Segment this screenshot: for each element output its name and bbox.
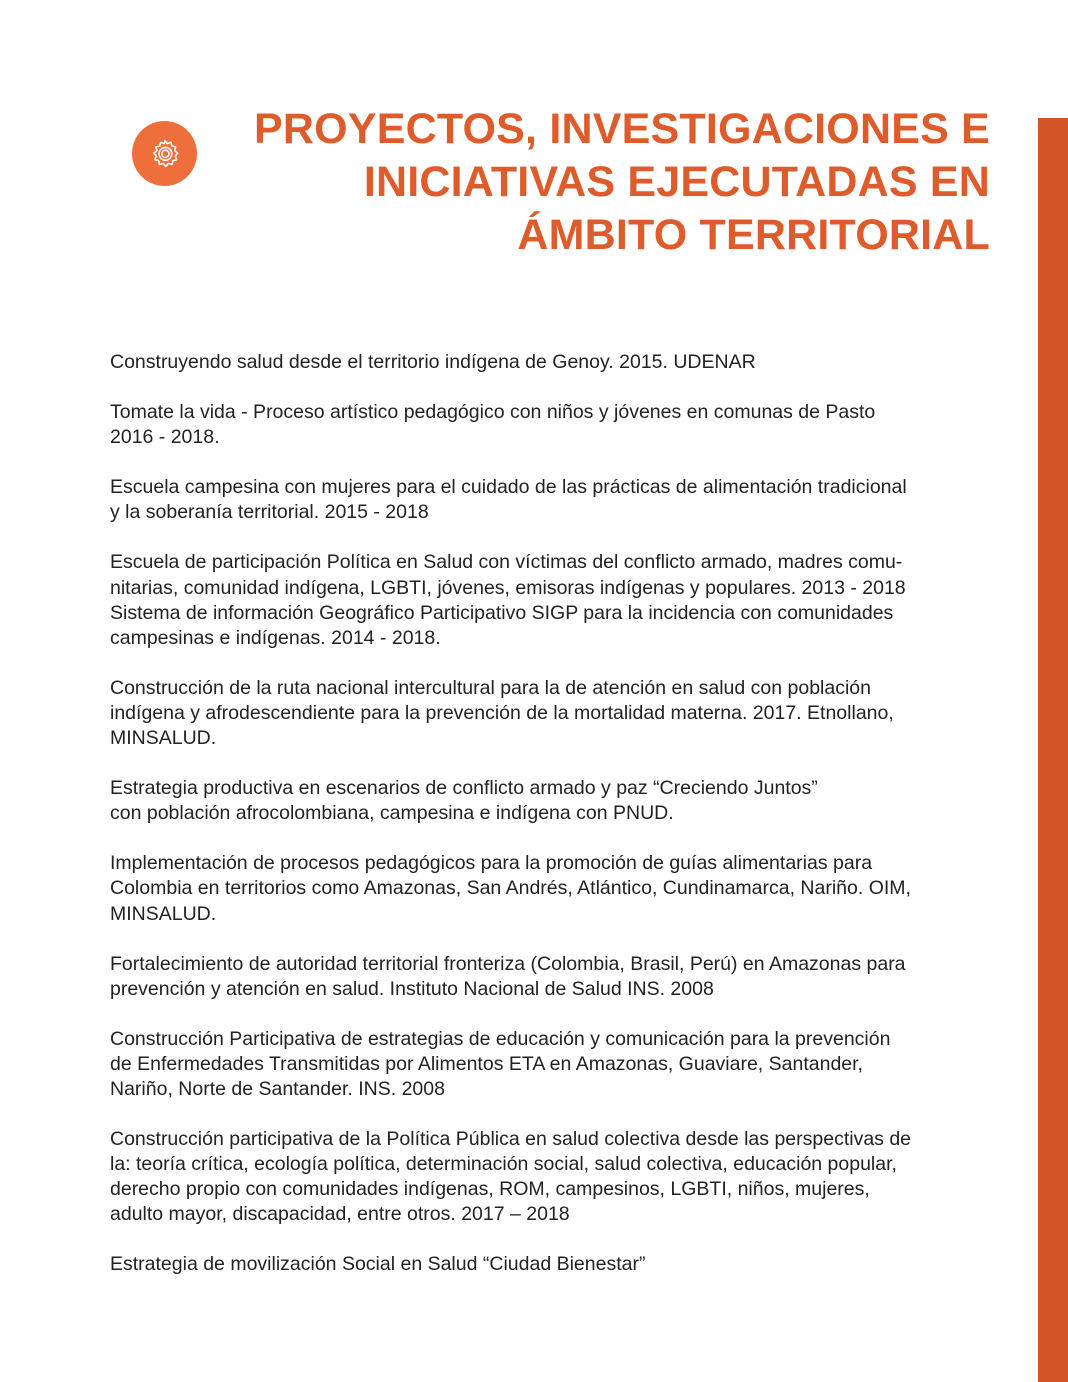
page-title-line: ÁMBITO TERRITORIAL xyxy=(517,211,990,259)
entry-line: Estrategia de movilización Social en Salud “Ciudad Bienestar” xyxy=(110,1253,646,1276)
entry-line: Construcción de la ruta nacional intercultural para la de atención en salud con población xyxy=(110,676,871,699)
entry-line: Construcción participativa de la Política Pública en salud colectiva desde las perspectivas de xyxy=(110,1128,912,1151)
entry-line: Tomate la vida - Proceso artístico pedagógico con niños y jóvenes en comunas de Pasto xyxy=(110,401,876,424)
entry-line: campesinas e indígenas. 2014 - 2018. xyxy=(110,626,441,649)
entry-line: prevención y atención en salud. Instituto Nacional de Salud INS. 2008 xyxy=(110,977,714,1000)
project-entry xyxy=(110,400,1000,450)
page-title-line: PROYECTOS, INVESTIGACIONES E xyxy=(254,105,990,153)
entry-line: Construcción Participativa de estrategias de educación y comunicación para la prevención xyxy=(110,1027,891,1050)
entry-line: indígena y afrodescendiente para la prevención de la mortalidad materna. 2017. Etnollano, xyxy=(110,701,894,724)
entry-line: Estrategia productiva en escenarios de conflicto armado y paz “Creciendo Juntos” xyxy=(110,777,818,800)
entry-line: derecho propio con comunidades indígenas, ROM, campesinos, LGBTI, niños, mujeres, xyxy=(110,1178,870,1201)
project-entry xyxy=(110,1027,1000,1102)
project-entry xyxy=(110,676,1000,751)
project-entry xyxy=(110,475,1000,525)
entry-line: MINSALUD. xyxy=(110,902,217,925)
entry-line: Construyendo salud desde el territorio indígena de Genoy. 2015. UDENAR xyxy=(110,351,756,373)
entry-line: Implementación de procesos pedagógicos para la promoción de guías alimentarias para xyxy=(110,852,873,875)
project-entry xyxy=(110,550,1000,650)
section-badge xyxy=(132,121,197,186)
project-entry xyxy=(110,776,1000,826)
project-entry xyxy=(110,851,1000,926)
project-entry xyxy=(110,952,1000,1002)
entry-line: Nariño, Norte de Santander. INS. 2008 xyxy=(110,1077,445,1100)
entry-line: y la soberanía territorial. 2015 - 2018 xyxy=(110,501,429,524)
entry-line: adulto mayor, discapacidad, entre otros. 2017 – 2018 xyxy=(110,1203,570,1226)
entry-line: nitarias, comunidad indígena, LGBTI, jóvenes, emisoras indígenas y populares. 2013 - 2018 xyxy=(110,576,906,599)
entry-line: Escuela campesina con mujeres para el cuidado de las prácticas de alimentación tradicional xyxy=(110,476,907,499)
gear-icon xyxy=(148,137,182,171)
entry-line: Colombia en territorios como Amazonas, San Andrés, Atlántico, Cundinamarca, Nariño. OIM, xyxy=(110,877,911,900)
entry-line: de Enfermedades Transmitidas por Alimentos ETA en Amazonas, Guaviare, Santander, xyxy=(110,1052,863,1075)
page-title xyxy=(210,103,990,262)
entry-line: Escuela de participación Política en Salud con víctimas del conflicto armado, madres comu- xyxy=(110,551,903,574)
project-entry xyxy=(110,350,1000,375)
entry-line: MINSALUD. xyxy=(110,727,217,750)
entry-line: Sistema de información Geográfico Participativo SIGP para la incidencia con comunidades xyxy=(110,601,894,624)
entry-line: con población afrocolombiana, campesina e indígena con PNUD. xyxy=(110,802,674,825)
project-list xyxy=(110,350,1000,1303)
project-entry xyxy=(110,1252,1000,1277)
entry-line: Fortalecimiento de autoridad territorial fronteriza (Colombia, Brasil, Perú) en Amazonas para xyxy=(110,952,906,975)
project-entry xyxy=(110,1127,1000,1227)
page-title-line: INICIATIVAS EJECUTADAS EN xyxy=(363,158,990,206)
entry-line: 2016 - 2018. xyxy=(110,426,220,449)
entry-line: la: teoría crítica, ecología política, determinación social, salud colectiva, educación popular, xyxy=(110,1153,897,1176)
accent-side-bar xyxy=(1038,118,1068,1382)
